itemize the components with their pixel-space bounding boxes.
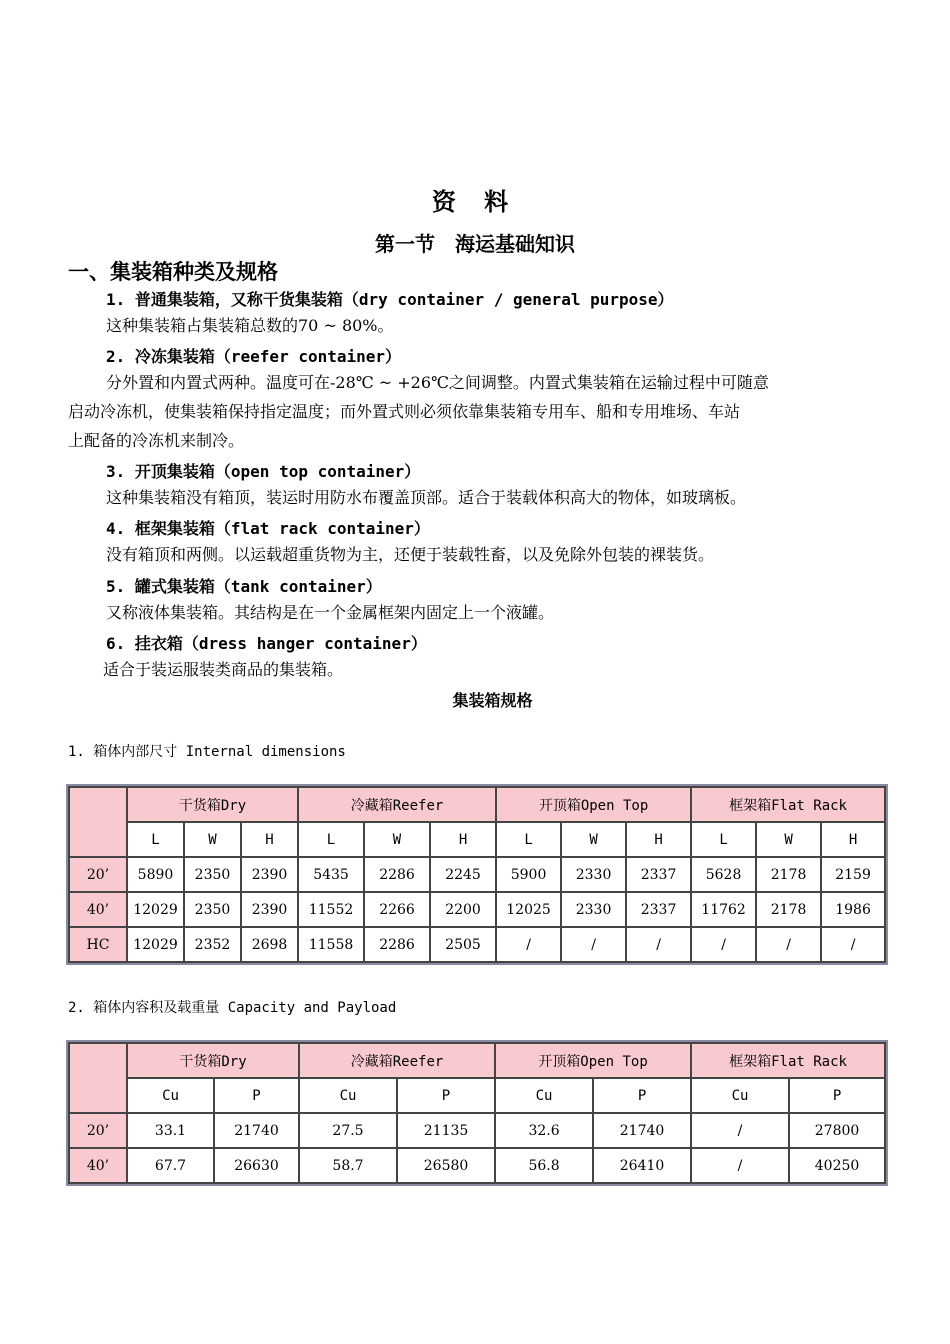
capacity-payload-table [68, 1042, 886, 1184]
table-cell: / [561, 927, 626, 962]
group-header-open-top: 开顶箱Open Top [496, 787, 691, 822]
sub-header: Cu [299, 1078, 397, 1113]
row-label: 40’ [69, 1148, 127, 1183]
item-1-text: 这种集装箱占集装箱总数的70 ~ 80%。 [106, 316, 394, 335]
table-cell: 2505 [430, 927, 496, 962]
sub-header: L [127, 822, 184, 857]
corner-cell [69, 1043, 127, 1113]
table-cell: 27.5 [299, 1113, 397, 1148]
table-cell: 12029 [127, 892, 184, 927]
sub-header: H [626, 822, 691, 857]
table-cell: / [691, 1148, 789, 1183]
sub-header: H [430, 822, 496, 857]
group-header-reefer: 冷藏箱Reefer [298, 787, 496, 822]
row-label: 20’ [69, 1113, 127, 1148]
item-2-text-line3: 上配备的冷冻机来制冷。 [68, 431, 245, 450]
table-cell: 2390 [241, 857, 298, 892]
sub-header: P [397, 1078, 495, 1113]
table-cell: / [691, 927, 756, 962]
sub-header: W [561, 822, 626, 857]
sub-header: L [691, 822, 756, 857]
row-label: 20’ [69, 857, 127, 892]
table-cell: 2178 [756, 857, 821, 892]
item-2-text-line1: 分外置和内置式两种。温度可在-28℃ ~ +26℃之间调整。内置式集装箱在运输过程中可随意 [106, 373, 769, 392]
table-cell: 2352 [184, 927, 241, 962]
table-cell: 33.1 [127, 1113, 214, 1148]
table-cell: 26580 [397, 1148, 495, 1183]
table-cell: 12029 [127, 927, 184, 962]
internal-dimensions-table [68, 786, 886, 963]
table-cell: / [756, 927, 821, 962]
table-cell: 5435 [298, 857, 364, 892]
table-row [69, 857, 885, 892]
group-header-dry: 干货箱Dry [127, 787, 298, 822]
page-title: 资 料 [431, 188, 519, 216]
item-3-text: 这种集装箱没有箱顶，装运时用防水布覆盖顶部。适合于装载体积高大的物体，如玻璃板。 [106, 488, 747, 507]
table-row [69, 892, 885, 927]
table-cell: / [821, 927, 885, 962]
table-cell: 2390 [241, 892, 298, 927]
table-cell: 56.8 [495, 1148, 593, 1183]
spec-title: 集装箱规格 [452, 691, 533, 710]
item-2-text-line2: 启动冷冻机，使集装箱保持指定温度；而外置式则必须依靠集装箱专用车、船和专用堆场、车站 [68, 402, 741, 421]
sub-header: W [184, 822, 241, 857]
sub-header: H [821, 822, 885, 857]
sub-header: P [214, 1078, 299, 1113]
sub-header: W [756, 822, 821, 857]
table-cell: 5628 [691, 857, 756, 892]
table-cell: 26410 [593, 1148, 691, 1183]
row-label: 40’ [69, 892, 127, 927]
sub-header: P [789, 1078, 885, 1113]
item-3-heading: 3. 开顶集装箱（open top container） [106, 462, 421, 481]
sub-header: W [364, 822, 430, 857]
table-cell: 67.7 [127, 1148, 214, 1183]
table-cell: 2330 [561, 892, 626, 927]
group-header-dry: 干货箱Dry [127, 1043, 299, 1078]
table-cell: 2350 [184, 857, 241, 892]
sub-header: Cu [495, 1078, 593, 1113]
item-6-text: 适合于装运服装类商品的集装箱。 [103, 660, 344, 679]
table-cell: 40250 [789, 1148, 885, 1183]
table-cell: 5890 [127, 857, 184, 892]
item-1-heading: 1. 普通集装箱，又称干货集装箱（dry container / general purpose） [106, 290, 674, 309]
item-5-heading: 5. 罐式集装箱（tank container） [106, 577, 382, 596]
sub-header: Cu [691, 1078, 789, 1113]
table-cell: 2245 [430, 857, 496, 892]
table2-caption: 2. 箱体内容积及载重量 Capacity and Payload [68, 1000, 397, 1016]
table1-caption: 1. 箱体内部尺寸 Internal dimensions [68, 744, 346, 760]
table-cell: 21135 [397, 1113, 495, 1148]
table-cell: 5900 [496, 857, 561, 892]
table-cell: 2178 [756, 892, 821, 927]
table-row [69, 927, 885, 962]
table-cell: 11552 [298, 892, 364, 927]
item-4-heading: 4. 框架集装箱（flat rack container） [106, 519, 430, 538]
table-cell: 2337 [626, 857, 691, 892]
table-cell: 32.6 [495, 1113, 593, 1148]
table-cell: 2286 [364, 857, 430, 892]
table-header-row [69, 1043, 885, 1078]
item-4-text: 没有箱顶和两侧。以运载超重货物为主，还便于装载牲畜，以及免除外包装的裸装货。 [106, 545, 715, 564]
table-cell: 2159 [821, 857, 885, 892]
item-6-heading: 6. 挂衣箱（dress hanger container） [106, 634, 427, 653]
table-cell: 11558 [298, 927, 364, 962]
table-header-row [69, 787, 885, 822]
group-header-open-top: 开顶箱Open Top [495, 1043, 691, 1078]
table-cell: / [626, 927, 691, 962]
table-cell: 2330 [561, 857, 626, 892]
table-cell: 12025 [496, 892, 561, 927]
table-cell: 21740 [214, 1113, 299, 1148]
table-row [69, 1113, 885, 1148]
table-row [69, 1148, 885, 1183]
table-cell: 2337 [626, 892, 691, 927]
sub-header: H [241, 822, 298, 857]
table-cell: 21740 [593, 1113, 691, 1148]
table-cell: 2286 [364, 927, 430, 962]
group-header-flat-rack: 框架箱Flat Rack [691, 1043, 885, 1078]
item-5-text: 又称液体集装箱。其结构是在一个金属框架内固定上一个液罐。 [106, 603, 555, 622]
table-cell: 2350 [184, 892, 241, 927]
sub-header: L [496, 822, 561, 857]
table-cell: 58.7 [299, 1148, 397, 1183]
sub-header: Cu [127, 1078, 214, 1113]
table-cell: 2266 [364, 892, 430, 927]
table-cell: / [691, 1113, 789, 1148]
table-cell: 26630 [214, 1148, 299, 1183]
row-label: HC [69, 927, 127, 962]
item-2-heading: 2. 冷冻集装箱（reefer container） [106, 347, 402, 366]
table-subheader-row [69, 822, 885, 857]
table-cell: 11762 [691, 892, 756, 927]
table-subheader-row [69, 1078, 885, 1113]
group-header-reefer: 冷藏箱Reefer [299, 1043, 495, 1078]
table-cell: 27800 [789, 1113, 885, 1148]
group-header-flat-rack: 框架箱Flat Rack [691, 787, 885, 822]
table-cell: 2698 [241, 927, 298, 962]
corner-cell [69, 787, 127, 857]
sub-header: P [593, 1078, 691, 1113]
section-heading: 一、集装箱种类及规格 [68, 260, 278, 284]
table-cell: 1986 [821, 892, 885, 927]
table-cell: / [496, 927, 561, 962]
section-subtitle: 第一节 海运基础知识 [375, 232, 575, 256]
table-cell: 2200 [430, 892, 496, 927]
sub-header: L [298, 822, 364, 857]
